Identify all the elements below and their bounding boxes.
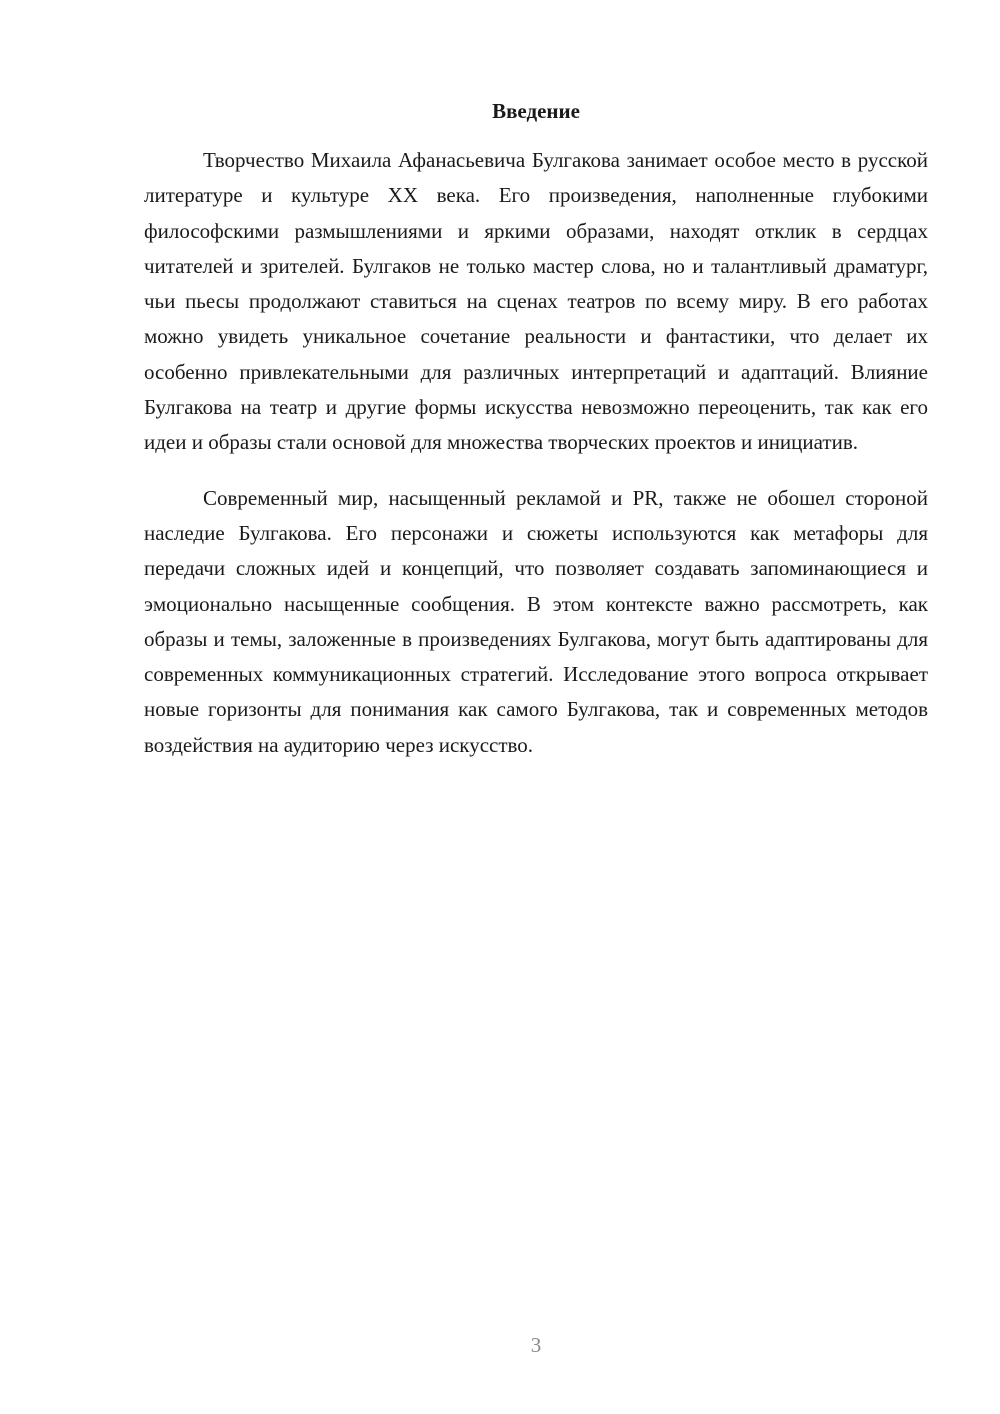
paragraph-1: Творчество Михаила Афанасьевича Булгакова занимает особое место в русской литературе и культуре XX века. Его произведения, наполненные глубокими философскими размышлениями и яркими образами, находят отклик в сердцах читателей и зрителей. Булгаков не только мастер слова, но и талантливый драматург, чьи пьесы продолжают ставиться на сценах театров по всему миру. В его работах можно увидеть уникальное сочетание реальности и фантастики, что делает их особенно привлекательными для различных интерпретаций и адаптаций. Влияние Булгакова на театр и другие формы искусства невозможно переоценить, так как его идеи и образы стали основой для множества творческих проектов и инициатив. (144, 148, 928, 455)
page-content (144, 98, 928, 763)
paragraph-2: Современный мир, насыщенный рекламой и PR, также не обошел стороной наследие Булгакова. Его персонажи и сюжеты используются как метафоры для передачи сложных идей и концепций, что позволяет создавать запоминающиеся и эмоционально насыщенные сообщения. В этом контексте важно рассмотреть, как образы и темы, заложенные в произведениях Булгакова, могут быть адаптированы для современных коммуникационных стратегий. Исследование этого вопроса открывает новые горизонты для понимания как самого Булгакова, так и современных методов воздействия на аудиторию через искусство. (144, 485, 928, 757)
section-heading: Введение (492, 99, 580, 123)
page-number: 3 (530, 1333, 542, 1357)
